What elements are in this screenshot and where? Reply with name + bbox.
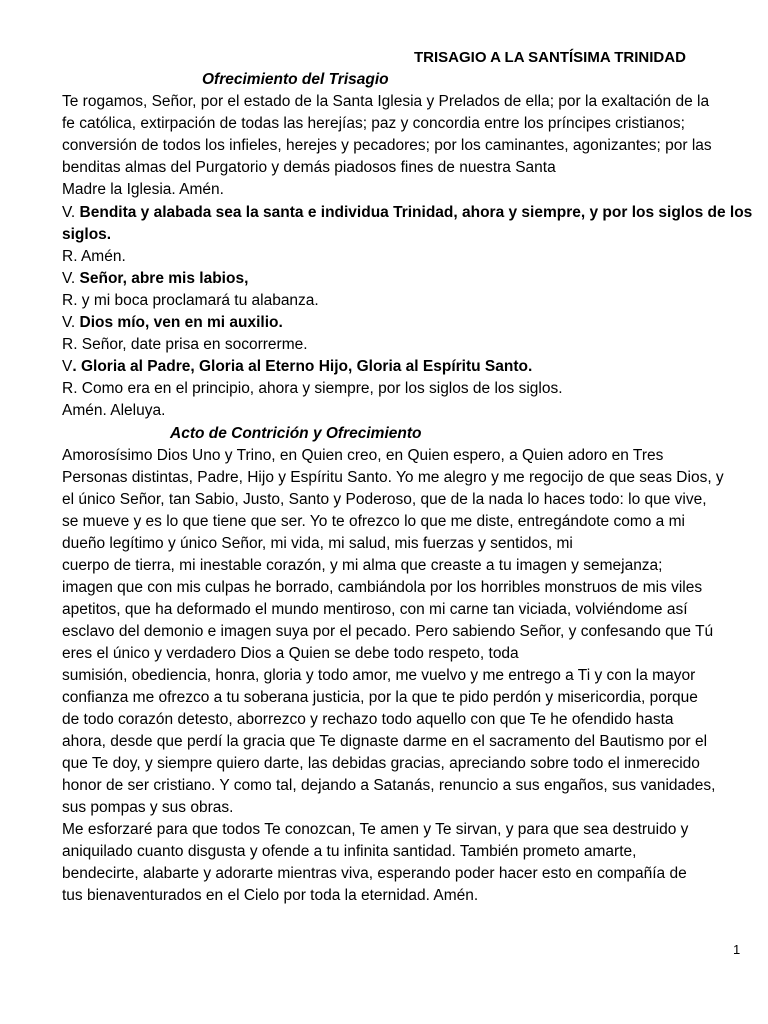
- offering-line: Te rogamos, Señor, por el estado de la Santa Iglesia y Prelados de ella; por la exaltación de la: [62, 93, 710, 110]
- amen-aleluya: Amén. Aleluya.: [62, 402, 166, 419]
- offering-line: fe católica, extirpación de todas las herejías; paz y concordia entre los príncipes cristianos;: [62, 115, 685, 132]
- page-number: 1: [733, 942, 741, 957]
- response-2: R. y mi boca proclamará tu alabanza.: [62, 292, 319, 309]
- contrition-line: bendecirte, alabarte y adorarte mientras viva, esperando poder hacer esto en compañía de: [62, 865, 687, 882]
- contrition-line: sumisión, obediencia, honra, gloria y todo amor, me vuelvo y me entrego a Ti y con la mayor: [62, 667, 696, 684]
- versicle-text: . Gloria al Padre, Gloria al Eterno Hijo, Gloria al Espíritu Santo.: [72, 358, 533, 375]
- contrition-line: sus pompas y sus obras.: [62, 799, 234, 816]
- response-1: R. Amén.: [62, 248, 126, 265]
- response-4: R. Como era en el principio, ahora y siempre, por los siglos de los siglos.: [62, 380, 563, 397]
- contrition-line: tus bienaventurados en el Cielo por toda la eternidad. Amén.: [62, 887, 479, 904]
- contrition-line: Personas distintas, Padre, Hijo y Espíritu Santo. Yo me alegro y me regocijo de que seas Dios, y: [62, 469, 724, 486]
- section-heading-offering: Ofrecimiento del Trisagio: [202, 71, 389, 88]
- versicle-1-cont: siglos.: [62, 226, 112, 243]
- versicle-prefix: V.: [62, 270, 80, 287]
- versicle-text: Señor, abre mis labios,: [79, 270, 249, 287]
- contrition-line: cuerpo de tierra, mi inestable corazón, y mi alma que creaste a tu imagen y semejanza;: [62, 557, 663, 574]
- versicle-text: Bendita y alabada sea la santa e individua Trinidad, ahora y siempre, y por los siglos de los: [79, 204, 753, 221]
- response-3: R. Señor, date prisa en socorrerme.: [62, 336, 308, 353]
- contrition-line: ahora, desde que perdí la gracia que Te dignaste darme en el sacramento del Bautismo por el: [62, 733, 708, 750]
- offering-line: Madre la Iglesia. Amén.: [62, 181, 224, 198]
- contrition-line: eres el único y verdadero Dios a Quien se debe todo respeto, toda: [62, 645, 519, 662]
- contrition-line: Amorosísimo Dios Uno y Trino, en Quien creo, en Quien espero, a Quien adoro en Tres: [62, 447, 664, 464]
- contrition-line: imagen que con mis culpas he borrado, cambiándola por los horribles monstruos de mis viles: [62, 579, 703, 596]
- contrition-line: esclavo del demonio e imagen suya por el pecado. Pero sabiendo Señor, y confesando que Tú: [62, 623, 714, 640]
- contrition-line: dueño legítimo y único Señor, mi vida, mi salud, mis fuerzas y sentidos, mi: [62, 535, 573, 552]
- contrition-line: apetitos, que ha deformado el mundo mentiroso, con mi carne tan viciada, volviéndome así: [62, 601, 688, 618]
- contrition-line: aniquilado cuanto disgusta y ofende a tu infinita santidad. También prometo amarte,: [62, 843, 637, 860]
- versicle-text: Dios mío, ven en mi auxilio.: [79, 314, 283, 331]
- contrition-line: el único Señor, tan Sabio, Justo, Santo y Poderoso, que de la nada lo haces todo: lo que vive,: [62, 491, 707, 508]
- contrition-line: que Te doy, y siempre quiero darte, las debidas gracias, apreciando sobre todo el inmerecido: [62, 755, 700, 772]
- contrition-line: de todo corazón detesto, aborrezco y rechazo todo aquello con que Te he ofendido hasta: [62, 711, 674, 728]
- versicle-4: [62, 356, 532, 378]
- document-title: TRISAGIO A LA SANTÍSIMA TRINIDAD: [414, 49, 686, 66]
- versicle-3: [62, 312, 283, 334]
- section-heading-contrition: Acto de Contrición y Ofrecimiento: [170, 425, 422, 442]
- offering-line: benditas almas del Purgatorio y demás piadosos fines de nuestra Santa: [62, 159, 556, 176]
- versicle-prefix: V: [62, 358, 73, 375]
- contrition-line: confianza me ofrezco a tu soberana justicia, por la que te pido perdón y misericordia, porque: [62, 689, 698, 706]
- versicle-2: [62, 268, 248, 290]
- contrition-line: Me esforzaré para que todos Te conozcan, Te amen y Te sirvan, y para que sea destruido y: [62, 821, 689, 838]
- versicle-1: [62, 202, 752, 224]
- offering-line: conversión de todos los infieles, herejes y pecadores; por los caminantes, agonizantes; por las: [62, 137, 712, 154]
- contrition-line: honor de ser cristiano. Y como tal, dejando a Satanás, renuncio a sus engaños, sus vanidades,: [62, 777, 716, 794]
- versicle-prefix: V.: [62, 204, 80, 221]
- versicle-prefix: V.: [62, 314, 80, 331]
- contrition-line: se mueve y es lo que tiene que ser. Yo te ofrezco lo que me diste, entregándote como a mi: [62, 513, 685, 530]
